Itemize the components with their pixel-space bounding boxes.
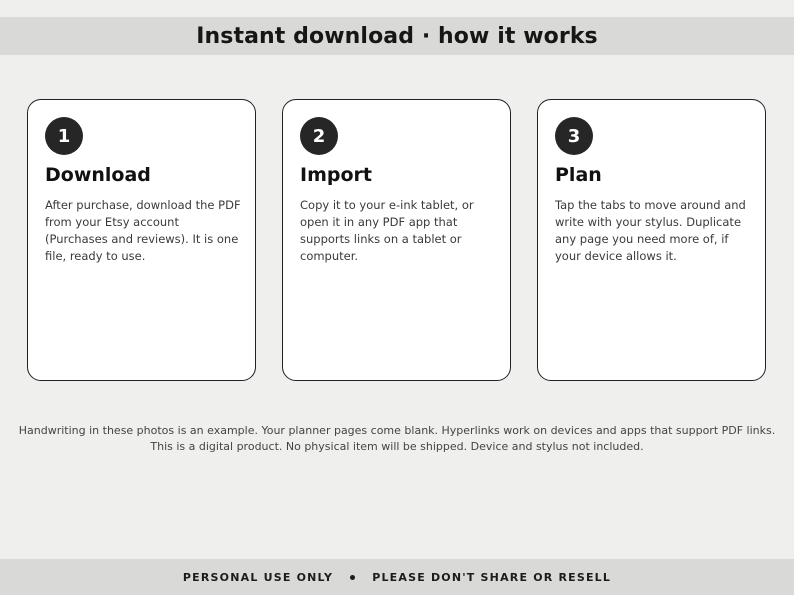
disclaimer-line: Handwriting in these photos is an example. Your planner pages come blank. Hyperlinks work on devices and apps that support PDF links.	[18, 424, 776, 437]
step-number-badge: 1	[45, 117, 83, 155]
header-band	[0, 17, 794, 55]
step-card-import	[282, 99, 511, 381]
step-number-badge: 2	[300, 117, 338, 155]
step-card-plan	[537, 99, 766, 381]
step-card-download	[27, 99, 256, 381]
step-number-badge: 3	[555, 117, 593, 155]
disclaimer-note	[0, 423, 794, 455]
page-title: Instant download · how it works	[196, 23, 598, 49]
step-description: Copy it to your e-ink tablet, or open it in any PDF app that supports links on a tablet or computer.	[300, 198, 474, 263]
footer-band	[0, 559, 794, 595]
step-description: Tap the tabs to move around and write with your stylus. Duplicate any page you need more of, if your device allows it.	[555, 198, 746, 263]
step-title: Download	[45, 164, 151, 186]
footer-no-resell: PLEASE DON'T SHARE OR RESELL	[372, 570, 612, 584]
bullet-separator-icon	[350, 575, 355, 580]
footer-personal-use: PERSONAL USE ONLY	[182, 570, 334, 584]
disclaimer-line: This is a digital product. No physical item will be shipped. Device and stylus not included.	[150, 440, 644, 453]
step-title: Plan	[555, 164, 602, 186]
step-description: After purchase, download the PDF from your Etsy account (Purchases and reviews). It is one file, ready to use.	[45, 198, 241, 263]
step-title: Import	[300, 164, 372, 186]
